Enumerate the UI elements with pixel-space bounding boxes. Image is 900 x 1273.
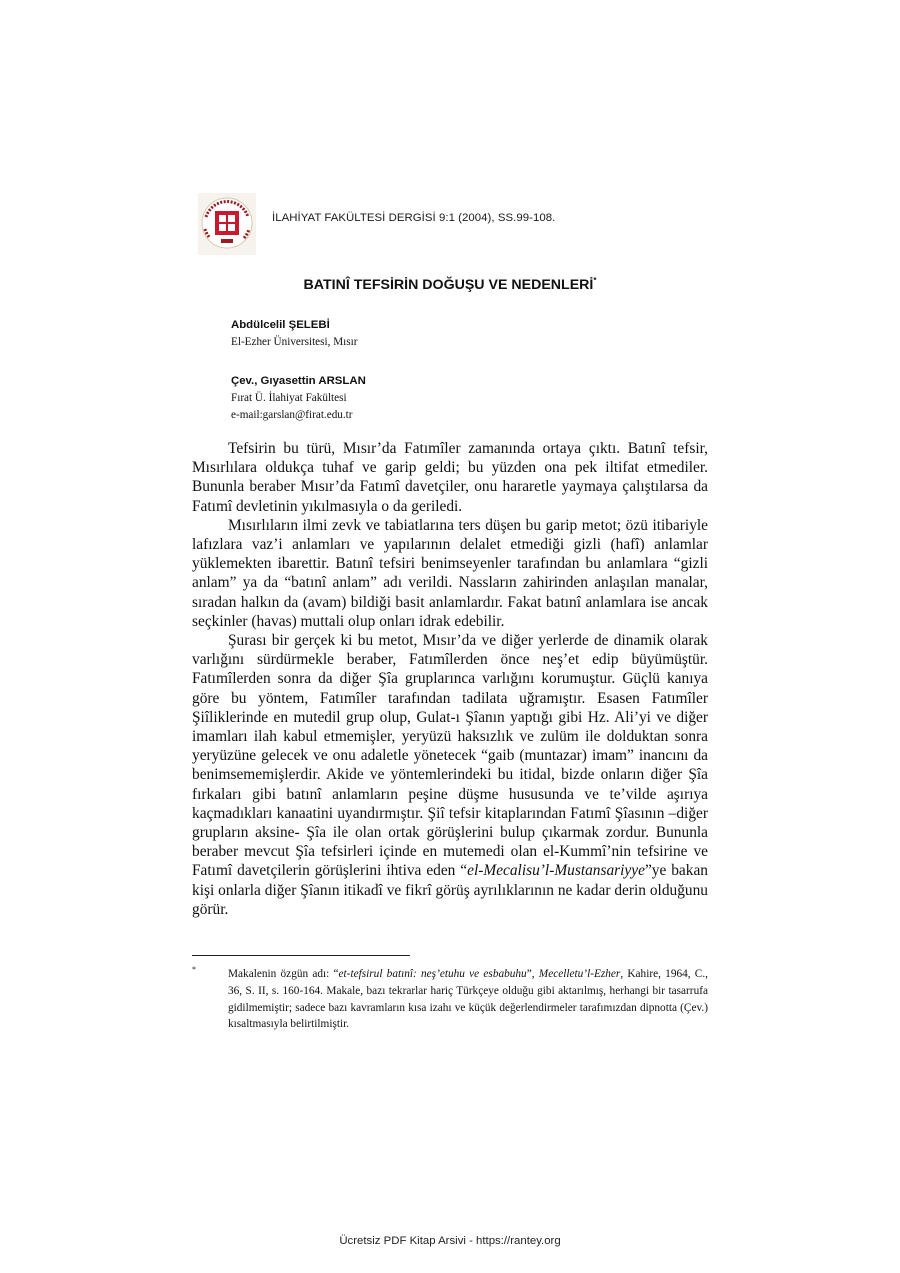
article-body <box>192 439 708 919</box>
footnote-journal-name: Mecelletu’l-Ezher <box>538 968 621 980</box>
footnote-part-3: , Kahire, 1964, C., 36, S. II, s. 160-164. Makale, bazı tekrarlar hariç Türkçeye olduğu gibi aktarılmış, herhangi bir tasarrufa gidilmemiştir; sadece bazı kavramların kısa izahı ve küçük değerlendirmeler tarafımızdan dipnotta (Çev.) kısaltmasıyla belirtilmiştir. <box>228 968 708 1031</box>
paragraph-3-part-b: ”ye bakan kişi onlarla diğer Şîanın itikadî ve fikrî görüş ayrılıklarının ne kadar derin olduğunu görür. <box>192 862 708 918</box>
paragraph-1: Tefsirin bu türü, Mısır’da Fatımîler zamanında ortaya çıktı. Batınî tefsir, Mısırlılara oldukça tuhaf ve garip geldi; bu yüzden ona pek iltifat etmediler. Bununla beraber Mısır’da Fatımî davetçiler, onu hararetle yaymaya çalıştılarsa da Fatımî devletinin yıkılmasıyla o da geriledi. <box>192 440 708 515</box>
paragraph-3-part-a: Şurası bir gerçek ki bu metot, Mısır’da ve diğer yerlerde de dinamik olarak varlığını sürdürmekle beraber, Fatımîlerden önce neş’et edip büyümüştür. Fatımîlerden sonra da diğer Şîa gruplarınca varlığını korumuştur. Güçlü kanıya göre bu yöntem, Fatımîler tarafından tadilata uğramıştır. Esasen Fatımîler Şiîliklerinde en mutedil grup olup, Gulat-ı Şîanın yaptığı gibi Hz. Ali’yi ve diğer imamları ilah kabul etmemişler, yeryüzü haksızlık ve zulüm ile dolduktan sonra yeryüzüne gelecek ve onu adaletle yönetecek “gaib (muntazar) imam” inancını da benimsememişlerdir. Akide ve yöntemlerindeki bu itidal, bizde onların diğer Şîa fırkaları gibi batınî anlamların peşine düşme hususunda ve te’vilde aşırıya kaçmadıkları kanaatini uyandırmıştır. Şiî tefsir kitaplarından Fatımî Şîasının –diğer grupların aksine- Şîa ile olan ortak görüşlerini bulup çıkarmak zordur. Bununla beraber mevcut Şîa tefsirleri içinde en mutemedi olan el-Kummî’nin tefsirine ve Fatımî davetçilerin görüşlerini ihtiva eden “ <box>192 632 708 880</box>
footnote-part-1: Makalenin özgün adı: “ <box>228 968 339 980</box>
article-title-text: BATINÎ TEFSİRİN DOĞUŞU VE NEDENLERİ <box>303 277 594 293</box>
paragraph-3-book-title: el-Mecalisu’l-Mustansariyye <box>467 862 645 880</box>
footnote-original-title: et-tefsirul batınî: neş’etuhu ve esbabuhu <box>338 968 527 980</box>
firat-university-seal-icon <box>198 193 256 255</box>
journal-citation: İLAHİYAT FAKÜLTESİ DERGİSİ 9:1 (2004), SS.99-108. <box>272 212 556 224</box>
article-title <box>0 276 900 293</box>
translator-email: e-mail:garslan@firat.edu.tr <box>231 409 353 421</box>
translator-affiliation: Fırat Ü. İlahiyat Fakültesi <box>231 392 347 404</box>
footnote-part-2: ”, <box>526 968 539 980</box>
footnote-text <box>228 966 708 1033</box>
paragraph-3 <box>192 631 708 919</box>
footnote-mark: * <box>192 965 196 974</box>
footnote <box>192 966 708 1033</box>
author-name: Abdülcelil ŞELEBİ <box>231 319 330 331</box>
footnote-separator <box>192 955 410 956</box>
paragraph-2: Mısırlıların ilmi zevk ve tabiatlarına ters düşen bu garip metot; özü itibariyle lafızlara vaz’i anlamları ve yapılarının delalet etmediği gizli (hafî) anlamlar yüklemekten ibarettir. Batınî tefsiri benimseyenler tarafından bu anlamlara “gizli anlam” ya da “batınî anlam” adı verildi. Nassların zahirinden anlaşılan manalar, sıradan halkın da (avam) bildiği basit anlamlardır. Fakat batınî anlamlara ise ancak seçkinler (havas) muttali olup onları idrak edebilir. <box>192 516 708 630</box>
page-footer-credit: Ücretsiz PDF Kitap Arsivi - https://rantey.org <box>339 1235 561 1247</box>
author-block <box>231 316 357 351</box>
title-footnote-mark: * <box>593 276 597 285</box>
author-affiliation: El-Ezher Üniversitesi, Mısır <box>231 336 358 348</box>
translator-name: Çev., Gıyasettin ARSLAN <box>231 375 366 387</box>
translator-block <box>231 372 366 424</box>
university-logo <box>198 193 256 255</box>
